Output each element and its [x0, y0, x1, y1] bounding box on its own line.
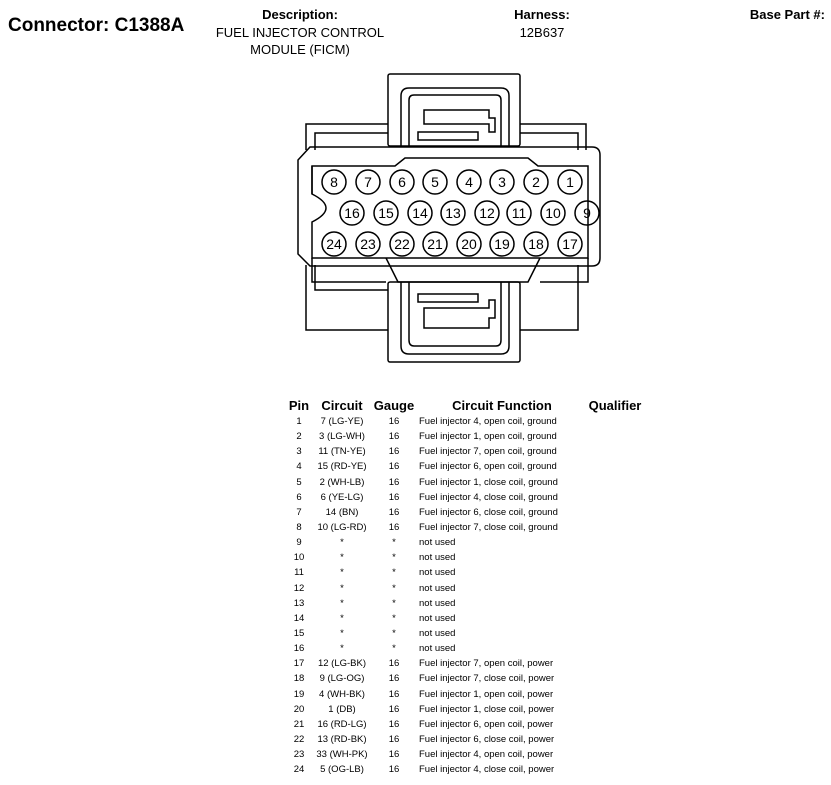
cell-gauge: *: [392, 597, 396, 609]
col-header-qualifier: Qualifier: [588, 397, 642, 413]
cell-pin: 19: [293, 688, 305, 700]
cell-qualifier: [585, 429, 645, 444]
cell-circuit: 2 (WH-LB): [319, 476, 365, 488]
cell-function: Fuel injector 6, open coil, power: [419, 718, 554, 730]
table-row: [285, 626, 645, 641]
cell-qualifier: [585, 520, 645, 535]
cell-function: Fuel injector 1, open coil, power: [419, 688, 554, 700]
cell-gauge: 16: [388, 491, 400, 503]
pin-rows: [285, 414, 645, 777]
cell-function: Fuel injector 6, open coil, ground: [419, 461, 557, 473]
cell-circuit: *: [340, 612, 344, 624]
cell-function: Fuel injector 1, close coil, ground: [419, 476, 558, 488]
cell-circuit: 3 (LG-WH): [319, 431, 365, 443]
col-header-function: Circuit Function: [452, 397, 552, 413]
table-row: [285, 550, 645, 565]
cell-pin: 2: [296, 431, 302, 443]
cell-gauge: 16: [388, 476, 400, 488]
cell-gauge: 16: [388, 506, 400, 518]
cell-function: not used: [419, 537, 456, 549]
description-label: Description:: [262, 7, 338, 22]
cell-gauge: *: [392, 628, 396, 640]
cell-gauge: 16: [388, 703, 400, 715]
cell-function: Fuel injector 4, close coil, ground: [419, 491, 558, 503]
pin-number-label: 1: [566, 174, 574, 190]
table-row: [285, 687, 645, 702]
cell-gauge: 16: [388, 673, 400, 685]
cell-pin: 5: [296, 476, 302, 488]
cell-circuit: 7 (LG-YE): [320, 416, 364, 428]
pin-number-label: 20: [461, 236, 477, 252]
cell-pin: 11: [294, 567, 304, 579]
col-header-pin: Pin: [288, 397, 310, 413]
cell-gauge: 16: [388, 749, 400, 761]
cell-circuit: *: [340, 628, 344, 640]
cell-function: not used: [419, 643, 456, 655]
description-line-2: MODULE (FICM): [250, 42, 350, 57]
cell-circuit: 6 (YE-LG): [320, 491, 364, 503]
cell-function: not used: [419, 628, 456, 640]
cell-qualifier: [585, 581, 645, 596]
table-row: [285, 490, 645, 505]
table-row: [285, 762, 645, 777]
table-row: [285, 520, 645, 535]
cell-function: Fuel injector 6, close coil, ground: [419, 506, 558, 518]
pin-number-label: 22: [394, 236, 410, 252]
table-row: [285, 641, 645, 656]
pin-number-label: 15: [378, 205, 394, 221]
pin-number-label: 23: [360, 236, 376, 252]
cell-qualifier: [585, 671, 645, 686]
cell-pin: 18: [293, 673, 305, 685]
cell-function: not used: [419, 567, 456, 579]
cell-qualifier: [585, 762, 645, 777]
outer-housing: [306, 124, 586, 330]
table-row: [285, 535, 645, 550]
cell-qualifier: [585, 732, 645, 747]
cell-qualifier: [585, 626, 645, 641]
table-row: [285, 444, 645, 459]
cell-circuit: *: [340, 552, 344, 564]
cell-function: Fuel injector 7, close coil, ground: [419, 522, 558, 534]
cell-function: Fuel injector 4, open coil, ground: [419, 416, 557, 428]
pin-number-label: 10: [545, 205, 561, 221]
pin-number-label: 3: [498, 174, 506, 190]
cell-qualifier: [585, 611, 645, 626]
pin-number-label: 24: [326, 236, 342, 252]
cell-qualifier: [585, 475, 645, 490]
table-row: [285, 596, 645, 611]
table-row: [285, 656, 645, 671]
cell-circuit: *: [340, 537, 344, 549]
cell-qualifier: [585, 687, 645, 702]
cell-qualifier: [585, 717, 645, 732]
cell-gauge: 16: [388, 764, 400, 776]
cell-circuit: 15 (RD-YE): [317, 461, 367, 473]
pin-number-label: 14: [412, 205, 428, 221]
top-latch: [388, 74, 520, 146]
cell-gauge: 16: [388, 718, 400, 730]
pin-number-label: 21: [427, 236, 443, 252]
cell-circuit: *: [340, 582, 344, 594]
cell-circuit: 5 (OG-LB): [320, 764, 364, 776]
cell-pin: 14: [293, 612, 305, 624]
cell-pin: 15: [293, 628, 305, 640]
table-row: [285, 565, 645, 580]
table-row: [285, 429, 645, 444]
cell-gauge: *: [392, 612, 396, 624]
cell-circuit: 16 (RD-LG): [317, 718, 367, 730]
cell-qualifier: [585, 747, 645, 762]
cell-gauge: *: [392, 582, 396, 594]
cell-function: not used: [419, 552, 456, 564]
cell-pin: 1: [296, 416, 302, 428]
cell-circuit: 9 (LG-OG): [319, 673, 365, 685]
cell-pin: 24: [293, 764, 305, 776]
cell-function: Fuel injector 6, close coil, power: [419, 734, 555, 746]
cell-pin: 13: [293, 597, 305, 609]
cell-gauge: 16: [388, 688, 400, 700]
cell-qualifier: [585, 550, 645, 565]
pin-number-label: 7: [364, 174, 372, 190]
cell-qualifier: [585, 641, 645, 656]
cell-qualifier: [585, 656, 645, 671]
pin-number-label: 18: [528, 236, 544, 252]
col-header-circuit: Circuit: [321, 397, 363, 413]
harness-label: Harness:: [514, 7, 570, 22]
cell-gauge: *: [392, 567, 396, 579]
description-line-1: FUEL INJECTOR CONTROL: [215, 25, 385, 40]
table-row: [285, 702, 645, 717]
cell-gauge: 16: [388, 431, 400, 443]
cell-circuit: 10 (LG-RD): [317, 522, 367, 534]
cell-function: Fuel injector 4, open coil, power: [419, 749, 554, 761]
cell-function: not used: [419, 582, 456, 594]
cell-pin: 7: [296, 506, 302, 518]
pin-number-label: 17: [562, 236, 578, 252]
cell-pin: 12: [293, 582, 305, 594]
cell-circuit: *: [340, 643, 344, 655]
cell-function: Fuel injector 4, close coil, power: [419, 764, 555, 776]
cell-pin: 8: [296, 522, 302, 534]
cell-qualifier: [585, 702, 645, 717]
table-row: [285, 414, 645, 429]
cell-function: not used: [419, 597, 456, 609]
col-header-gauge: Gauge: [373, 397, 415, 413]
table-row: [285, 732, 645, 747]
pin-number-label: 13: [445, 205, 461, 221]
cell-pin: 10: [293, 552, 305, 564]
pin-number-label: 19: [494, 236, 510, 252]
cell-circuit: 4 (WH-BK): [319, 688, 365, 700]
cell-function: Fuel injector 7, close coil, power: [419, 673, 555, 685]
cell-circuit: 11 (TN-YE): [318, 446, 366, 458]
cell-qualifier: [585, 565, 645, 580]
pin-number-label: 16: [344, 205, 360, 221]
cell-qualifier: [585, 414, 645, 429]
cell-qualifier: [585, 444, 645, 459]
cell-pin: 3: [296, 446, 302, 458]
cell-gauge: 16: [388, 461, 400, 473]
cell-gauge: 16: [388, 658, 400, 670]
table-row: [285, 717, 645, 732]
cell-function: Fuel injector 7, open coil, power: [419, 658, 554, 670]
cell-function: Fuel injector 7, open coil, ground: [419, 446, 557, 458]
table-row: [285, 671, 645, 686]
cell-gauge: 16: [388, 734, 400, 746]
harness-value: 12B637: [519, 25, 565, 40]
cell-circuit: 14 (BN): [325, 506, 359, 518]
cell-pin: 16: [293, 643, 305, 655]
table-row: [285, 475, 645, 490]
pin-number-label: 6: [398, 174, 406, 190]
pin-number-label: 12: [479, 205, 495, 221]
cell-gauge: *: [392, 537, 396, 549]
cell-gauge: *: [392, 552, 396, 564]
cell-gauge: *: [392, 643, 396, 655]
table-row: [285, 505, 645, 520]
cell-function: Fuel injector 1, open coil, ground: [419, 431, 557, 443]
table-row: [285, 459, 645, 474]
cell-circuit: 13 (RD-BK): [317, 734, 367, 746]
base-part-label: Base Part #:: [749, 7, 825, 22]
cell-gauge: 16: [388, 446, 400, 458]
pin-number-label: 5: [431, 174, 439, 190]
pin-number-label: 8: [330, 174, 338, 190]
cell-circuit: 33 (WH-PK): [316, 749, 368, 761]
cell-pin: 22: [293, 734, 305, 746]
pin-number-label: 9: [583, 205, 591, 221]
table-row: [285, 611, 645, 626]
cell-circuit: *: [340, 567, 344, 579]
cell-pin: 17: [293, 658, 305, 670]
pin-number-label: 4: [465, 174, 473, 190]
cell-qualifier: [585, 490, 645, 505]
cell-pin: 21: [293, 718, 305, 730]
pin-number-label: 2: [532, 174, 540, 190]
cell-function: Fuel injector 1, close coil, power: [419, 703, 555, 715]
bottom-latch: [388, 282, 520, 362]
connector-title: Connector: C1388A: [8, 15, 185, 36]
cell-function: not used: [419, 612, 456, 624]
cell-pin: 20: [293, 703, 305, 715]
cell-gauge: 16: [388, 522, 400, 534]
cell-pin: 4: [296, 461, 302, 473]
cell-pin: 6: [296, 491, 302, 503]
cell-circuit: 12 (LG-BK): [317, 658, 367, 670]
cell-qualifier: [585, 596, 645, 611]
table-row: [285, 747, 645, 762]
cell-circuit: 1 (DB): [328, 703, 356, 715]
cell-qualifier: [585, 535, 645, 550]
cell-qualifier: [585, 505, 645, 520]
pin-table: [285, 396, 645, 777]
pin-cavities: [322, 170, 599, 256]
table-header-row: [285, 396, 645, 414]
pin-number-label: 11: [511, 205, 527, 221]
cell-gauge: 16: [388, 416, 400, 428]
cell-circuit: *: [340, 597, 344, 609]
table-row: [285, 581, 645, 596]
cell-qualifier: [585, 459, 645, 474]
cell-pin: 9: [296, 537, 302, 549]
cell-pin: 23: [293, 749, 305, 761]
